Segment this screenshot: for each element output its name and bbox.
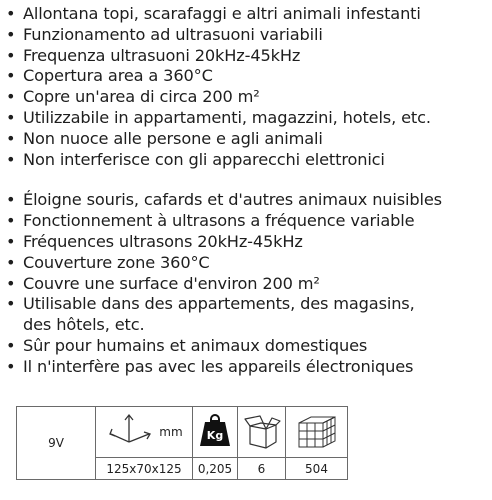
bullet: • bbox=[6, 128, 16, 148]
bullet-item-fr-continuation: des hôtels, etc. bbox=[23, 315, 145, 335]
bullet: • bbox=[6, 45, 16, 65]
bullet-item-it: • Copertura area a 360°C bbox=[6, 66, 213, 86]
dimensions-value: 125x70x125 bbox=[96, 458, 193, 480]
voltage-cell: 9V bbox=[17, 407, 96, 480]
bullet: • bbox=[6, 4, 16, 23]
bullet-item-it: • Frequenza ultrasuoni 20kHz-45kHz bbox=[6, 45, 301, 65]
bullet-item-it: • Non nuoce alle persone e agli animali bbox=[6, 128, 323, 148]
bullet-item-it: • Funzionamento ad ultrasuoni variabili bbox=[6, 24, 323, 44]
open-box-icon bbox=[242, 412, 282, 450]
bullet-item-fr: • Fréquences ultrasons 20kHz-45kHz bbox=[6, 231, 303, 251]
dimensions-unit: mm bbox=[159, 425, 183, 439]
spec-table bbox=[16, 406, 348, 480]
bullet-item-fr: • Sûr pour humains et animaux domestiques bbox=[6, 335, 368, 355]
carton-header-cell bbox=[286, 407, 348, 458]
bullet-item-fr: • Il n'interfère pas avec les appareils électroniques bbox=[6, 356, 414, 376]
bullet: • bbox=[6, 107, 16, 127]
bullet: • bbox=[6, 252, 16, 272]
bullet: • bbox=[6, 211, 16, 231]
dimensions-arrows-icon bbox=[105, 412, 155, 452]
carton-stack-icon bbox=[293, 411, 341, 451]
feature-list bbox=[6, 4, 490, 378]
french-feature-group bbox=[6, 190, 490, 377]
weight-label: Kg bbox=[206, 428, 224, 442]
pieces-value: 6 bbox=[238, 458, 286, 480]
weight-kg-icon bbox=[196, 412, 234, 450]
bullet: • bbox=[6, 335, 16, 355]
italian-feature-group bbox=[6, 4, 490, 170]
bullet-item-fr: • Fonctionnement à ultrasons a fréquence variable bbox=[6, 211, 415, 231]
bullet-item-fr: • Couvre une surface d'environ 200 m² bbox=[6, 273, 320, 293]
weight-header-cell bbox=[193, 407, 238, 458]
dimensions-header-cell bbox=[96, 407, 193, 458]
bullet: • bbox=[6, 149, 16, 169]
bullet-item-it: • Allontana topi, scarafaggi e altri animali infestanti bbox=[6, 4, 421, 23]
bullet: • bbox=[6, 87, 16, 107]
weight-value: 0,205 bbox=[193, 458, 238, 480]
bullet: • bbox=[6, 24, 16, 44]
pieces-header-cell bbox=[238, 407, 286, 458]
bullet: • bbox=[6, 294, 16, 314]
bullet: • bbox=[6, 231, 16, 251]
bullet: • bbox=[6, 66, 16, 86]
bullet-item-fr: • Éloigne souris, cafards et d'autres animaux nuisibles bbox=[6, 190, 442, 210]
bullet-item-it: • Non interferisce con gli apparecchi elettronici bbox=[6, 149, 385, 169]
bullet: • bbox=[6, 273, 16, 293]
bullet-item-it: • Copre un'area di circa 200 m² bbox=[6, 87, 260, 107]
bullet-item-fr: • Utilisable dans des appartements, des magasins, bbox=[6, 294, 415, 314]
bullet: • bbox=[6, 190, 16, 210]
bullet: • bbox=[6, 356, 16, 376]
bullet-item-fr: • Couverture zone 360°C bbox=[6, 252, 210, 272]
bullet-item-it: • Utilizzabile in appartamenti, magazzini, hotels, etc. bbox=[6, 107, 431, 127]
carton-value: 504 bbox=[286, 458, 348, 480]
